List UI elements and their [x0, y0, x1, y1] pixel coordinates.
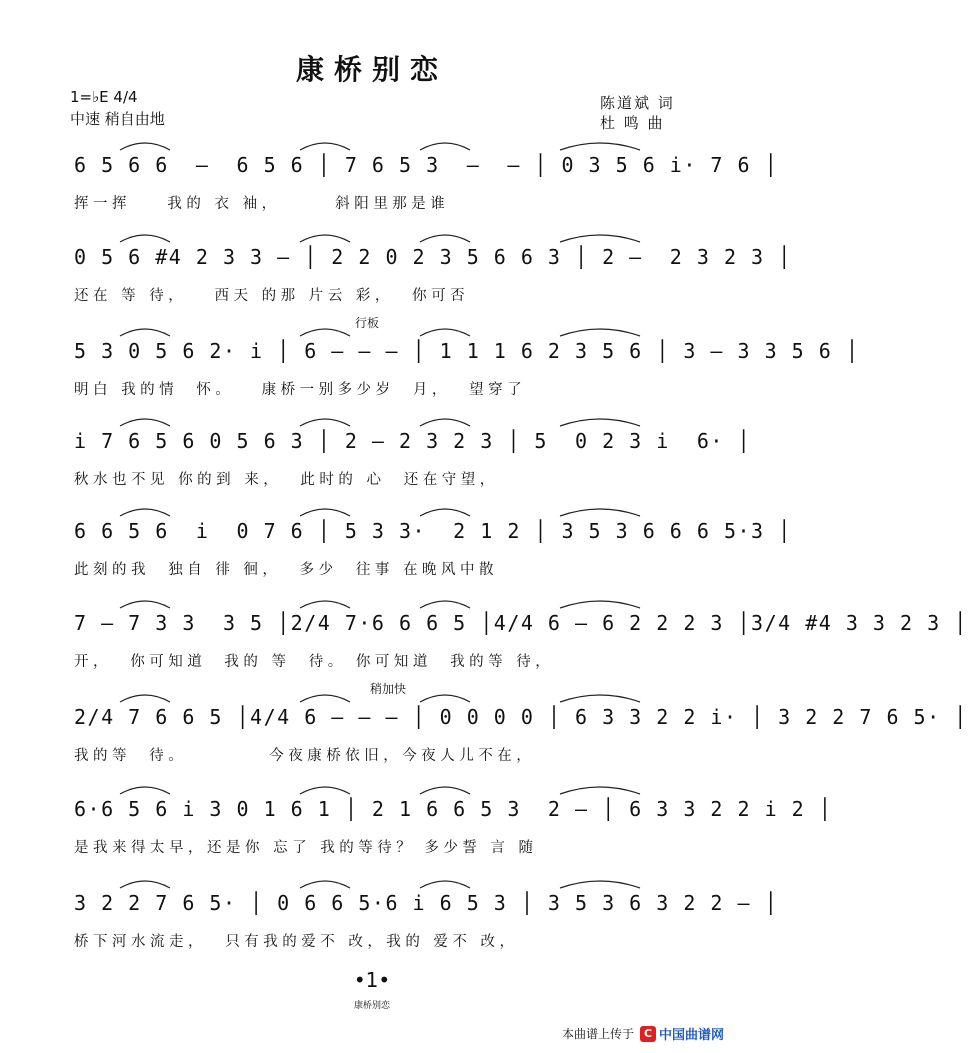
slur-marks: [0, 134, 744, 154]
slur-arc: [300, 787, 350, 794]
slur-marks: [0, 872, 744, 892]
lyrics-line: 还在 等 待， 西天 的那 片云 彩， 你可否: [74, 288, 470, 304]
slur-arc: [120, 329, 170, 336]
page-subtitle: 康桥别恋: [353, 1001, 390, 1011]
score-row: [0, 514, 792, 604]
footer-credit: [562, 1024, 724, 1043]
slur-arc: [120, 881, 170, 888]
score-row: [0, 886, 779, 976]
lyrics-line: 明白 我的情 怀。 康桥一别多少岁 月， 望穿了: [74, 382, 527, 398]
notation-line: 5 3 0 5 6 2· i │ 6 – – – │ 1 1 1 6 2 3 5 6 │ 3 – 3 3 5 6 │: [74, 339, 860, 363]
slur-arc: [300, 329, 350, 336]
slur-arc: [300, 509, 350, 516]
slur-marks: [0, 320, 744, 340]
lyrics-line: 我的等 待。 今夜康桥依旧，今夜人儿不在，: [74, 748, 536, 764]
slur-arc: [420, 881, 470, 888]
lyrics-line: 桥下河水流走， 只有我的爱不 改，我的 爱不 改，: [74, 934, 519, 950]
site-logo: [640, 1024, 724, 1043]
lyrics-line: 秋水也不见 你的到 来， 此时的 心 还在守望，: [74, 472, 499, 488]
notation-line: 2/4 7 6 6 5 │4/4 6 – – – │ 0 0 0 0 │ 6 3 3 2 2 i· │ 3 2 2 7 6 5· │: [74, 705, 968, 729]
slur-marks: [0, 778, 744, 798]
slur-arc: [560, 419, 640, 426]
lyricist-credit: 陈道斌 词: [600, 94, 675, 112]
slur-arc: [560, 235, 640, 242]
site-logo-text: 中国曲谱网: [658, 1028, 724, 1043]
slur-arc: [560, 695, 640, 702]
slur-arc: [300, 881, 350, 888]
page-number: •1•: [353, 968, 391, 992]
notation-line: 7 – 7 3 3 3 5 │2/4 7·6 6 6 5 │4/4 6 – 6 2 2 2 3 │3/4 #4 3 3 2 3 │: [74, 611, 968, 635]
slur-arc: [420, 143, 470, 150]
slur-marks: [0, 226, 744, 246]
slur-arc: [120, 787, 170, 794]
lyrics-line: 此刻的我 独自 徘 徊， 多少 往事 在晚风中散: [74, 562, 498, 578]
slur-arc: [300, 143, 350, 150]
slur-arc: [120, 143, 170, 150]
slur-marks: [0, 592, 744, 612]
notation-line: 6 5 6 6 – 6 5 6 │ 7 6 5 3 – – │ 0 3 5 6 i· 7 6 │: [74, 153, 779, 177]
notation-line: 0 5 6 #4 2 3 3 – │ 2 2 0 2 3 5 6 6 3 │ 2 – 2 3 2 3 │: [74, 245, 792, 269]
score-row: [0, 148, 779, 238]
slur-arc: [300, 419, 350, 426]
lyrics-line: 挥一挥 我的 衣 袖， 斜阳里那是谁: [74, 196, 450, 212]
tempo-annotation: 稍加快: [370, 682, 407, 696]
score-row: [0, 682, 968, 790]
slur-arc: [300, 695, 350, 702]
slur-arc: [300, 235, 350, 242]
tempo-annotation: 行板: [355, 316, 380, 330]
notation-line: i 7 6 5 6 0 5 6 3 │ 2 – 2 3 2 3 │ 5 0 2 3 i 6· │: [74, 429, 752, 453]
composer-credit: 杜 鸣 曲: [600, 114, 665, 132]
slur-arc: [560, 881, 640, 888]
footer-text: 本曲谱上传于: [561, 1027, 634, 1041]
slur-marks: [0, 410, 744, 430]
slur-arc: [560, 787, 640, 794]
lyrics-line: 是我来得太早，还是你 忘了 我的等待？ 多少誓 言 随: [74, 840, 538, 856]
slur-arc: [420, 235, 470, 242]
slur-arc: [300, 601, 350, 608]
slur-arc: [560, 143, 640, 150]
slur-arc: [420, 329, 470, 336]
notation-line: 6·6 5 6 i 3 0 1 6 1 │ 2 1 6 6 5 3 2 – │ 6 3 3 2 2 i 2 │: [74, 797, 833, 821]
slur-arc: [420, 509, 470, 516]
slur-arc: [120, 601, 170, 608]
slur-arc: [560, 509, 640, 516]
slur-arc: [120, 235, 170, 242]
slur-arc: [120, 419, 170, 426]
slur-arc: [420, 695, 470, 702]
lyrics-line: 开， 你可知道 我的 等 待。 你可知道 我的等 待，: [74, 654, 555, 670]
slur-arc: [420, 787, 470, 794]
tempo-marking: 中速 稍自由地: [70, 110, 165, 128]
site-logo-icon: C: [640, 1026, 656, 1042]
score-row: [0, 792, 833, 882]
slur-arc: [420, 601, 470, 608]
slur-arc: [560, 329, 640, 336]
page-title: 康桥别恋: [295, 53, 448, 86]
slur-arc: [560, 601, 640, 608]
key-signature: 1=♭E 4/4: [70, 88, 138, 106]
slur-marks: [0, 500, 744, 520]
slur-arc: [120, 509, 170, 516]
slur-marks: [0, 686, 744, 706]
slur-arc: [420, 419, 470, 426]
notation-line: 3 2 2 7 6 5· │ 0 6 6 5·6 i 6 5 3 │ 3 5 3 6 3 2 2 – │: [74, 891, 779, 915]
notation-line: 6 6 5 6 i 0 7 6 │ 5 3 3· 2 1 2 │ 3 5 3 6 6 6 5·3 │: [74, 519, 792, 543]
slur-arc: [120, 695, 170, 702]
